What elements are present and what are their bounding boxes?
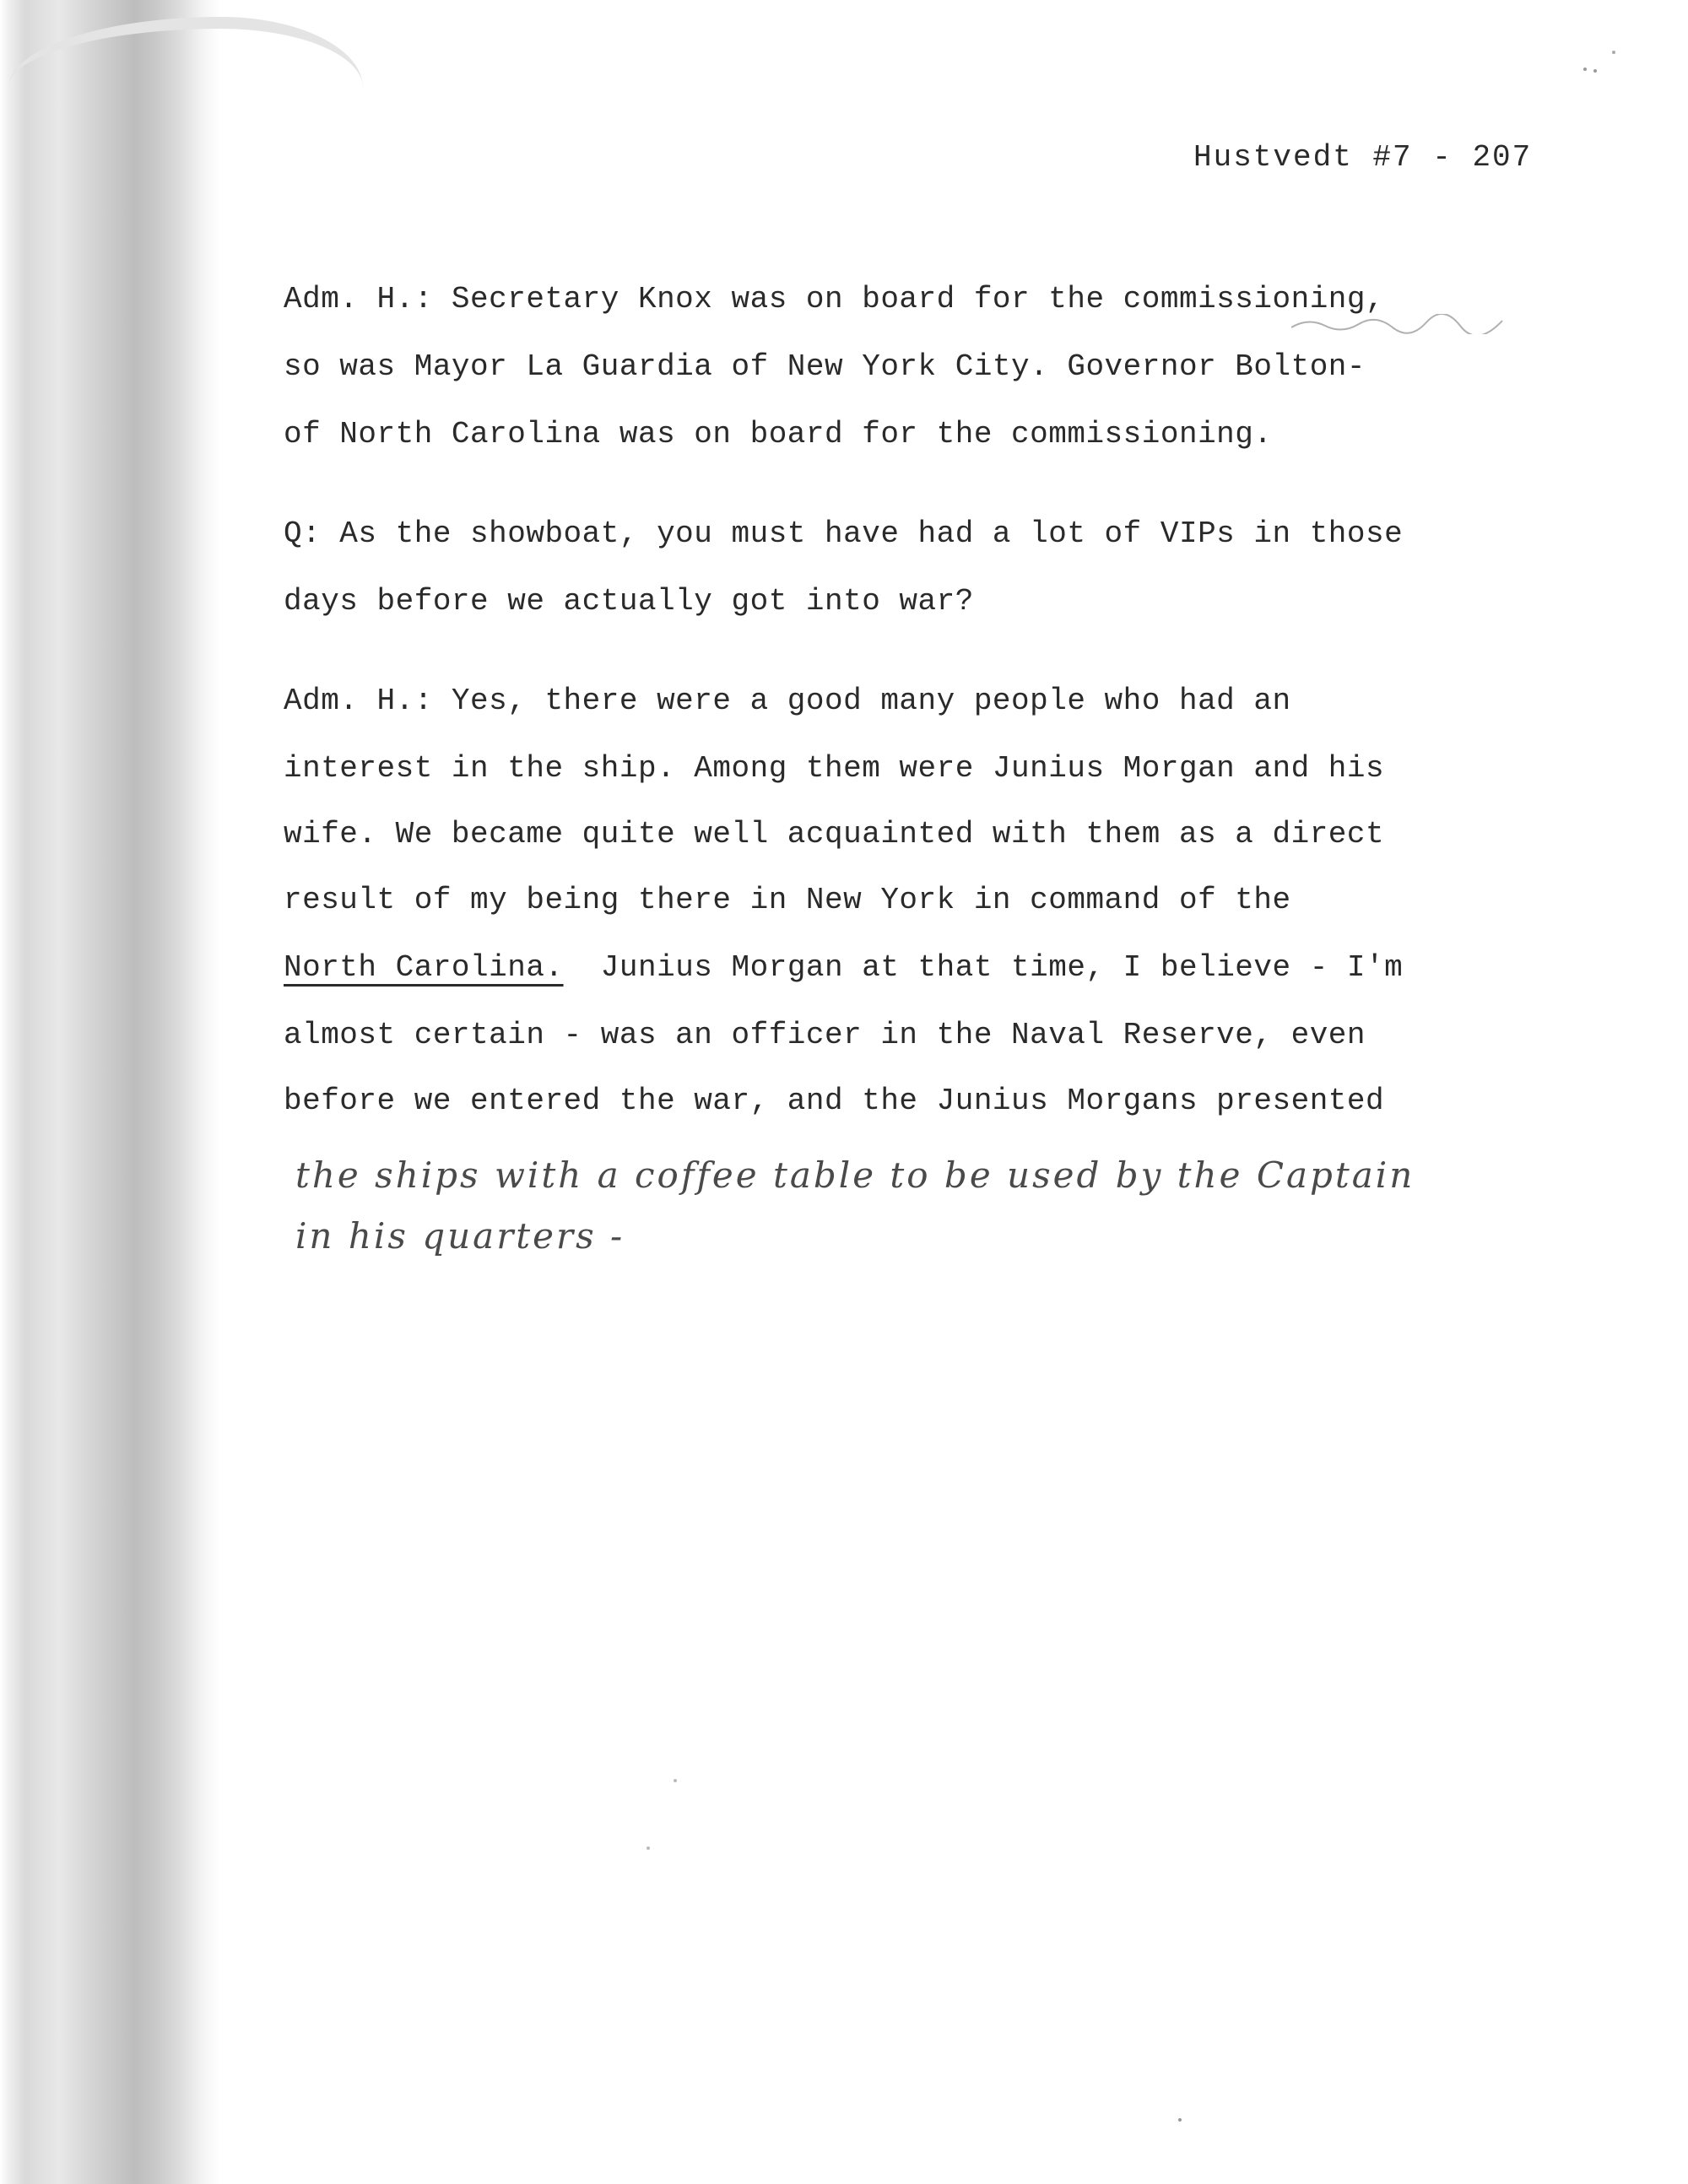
transcript-line-11: almost certain - was an officer in the Naval Reserve, even [284,1018,1366,1052]
binding-shadow [0,0,219,2184]
transcript-line-12: before we entered the war, and the Junius Morgans presented [284,1084,1385,1118]
transcript-line-7: interest in the ship. Among them were Junius Morgan and his [284,751,1385,786]
ship-name-underlined: North Carolina. [284,950,564,985]
transcript-line-4: Q: As the showboat, you must have had a lot of VIPs in those [284,516,1404,551]
transcript-line-5: days before we actually got into war? [284,584,974,619]
transcript-line-2: so was Mayor La Guardia of New York City. Governor Bolton- [284,349,1366,384]
transcript-line-6: Adm. H.: Yes, there were a good many people who had an [284,684,1291,718]
transcript-line-10 [284,950,1403,985]
transcript-line-3: of North Carolina was on board for the commissioning. [284,417,1273,451]
handwritten-note-line-2: in his quarters - [295,1215,625,1257]
transcript-line-9: result of my being there in New York in command of the [284,883,1291,917]
transcript-line-1: Adm. H.: Secretary Knox was on board for the commissioning, [284,282,1385,316]
transcript-line-8: wife. We became quite well acquainted with them as a direct [284,817,1385,851]
page-header: Hustvedt #7 - 207 [1193,140,1533,175]
faint-margin-annotation [1291,314,1511,334]
handwritten-note-line-1: the ships with a coffee table to be used by the Captain [295,1154,1415,1196]
transcript-line-10-text: Junius Morgan at that time, I believe - I'm [600,950,1404,985]
